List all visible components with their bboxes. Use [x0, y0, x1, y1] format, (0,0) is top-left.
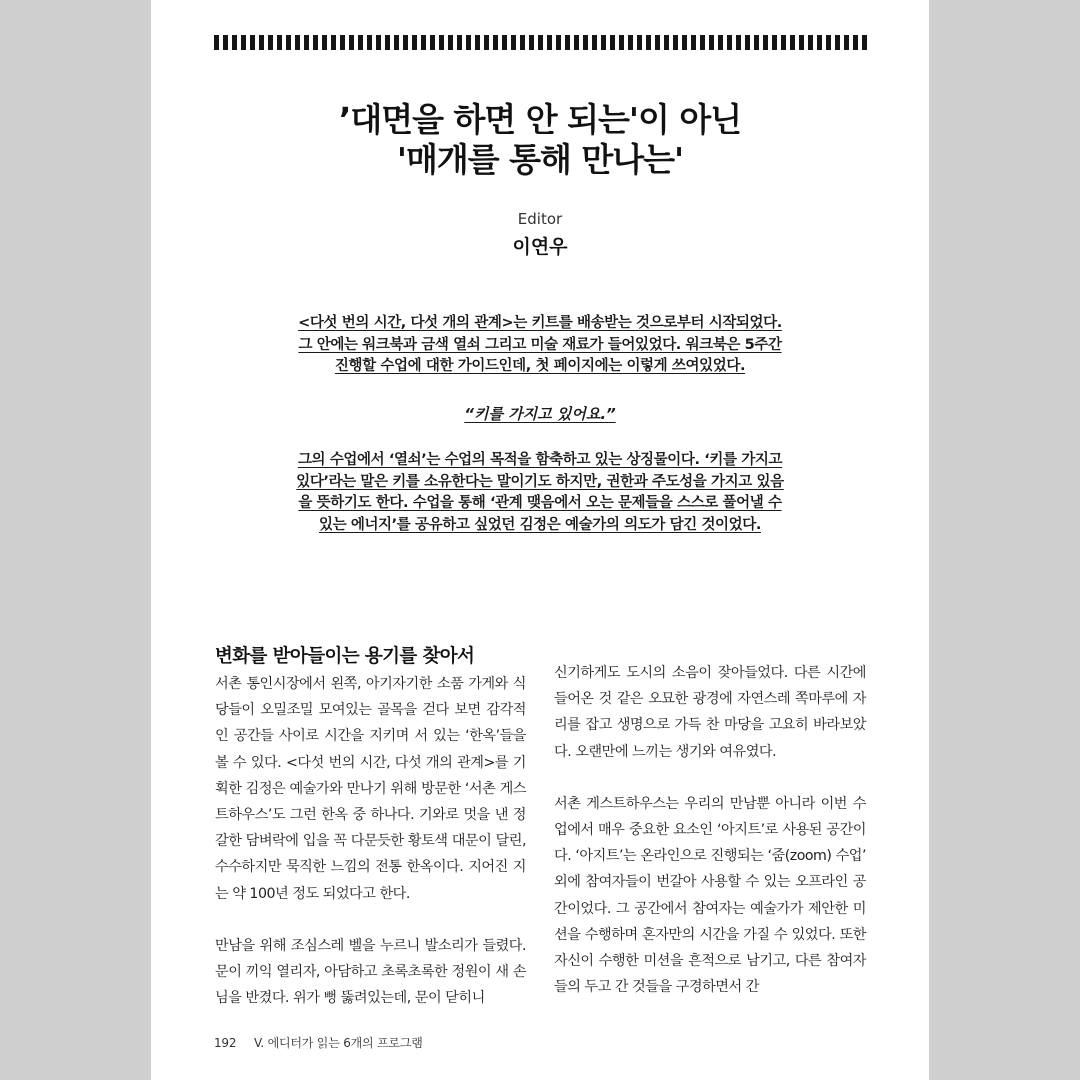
body-paragraph: 서촌 게스트하우스는 우리의 만남뿐 아니라 이번 수업에서 매우 중요한 요소인 ‘아지트’로 사용된 공간이다. ‘아지트’는 온라인으로 진행되는 ‘줌(zoom) 수업’ 외에 참여자들이 번갈아 사용할 수 있는 오프라인 공간이었다. 그 공간에서 참여자는 예술가가 제안한 미션을 수행하며 혼자만의 시간을 가질 수 있었다. 또한 자신이 수행한 미션을 흔적으로 남기고, 다른 참여자들의 두고 간 것들을 구경하면서 간 — [554, 795, 866, 996]
page-footer — [214, 1034, 423, 1051]
article-title — [151, 100, 929, 180]
intro-paragraph-2 — [266, 450, 814, 536]
intro-p2-line-3: 을 뜻하기도 한다. 수업을 통해 ‘관계 맺음에서 오는 문제들을 스스로 풀어낼 수 — [298, 495, 782, 511]
chapter-title: V. 에디터가 읽는 6개의 프로그램 — [253, 1036, 423, 1050]
decorative-dash-bar — [214, 35, 867, 50]
pull-quote: “키를 가지고 있어요.” — [464, 405, 616, 423]
editor-label: Editor — [517, 210, 563, 228]
title-line-2: '매개를 통해 만나는' — [396, 140, 684, 179]
intro-paragraph-1 — [266, 313, 814, 378]
intro-p2-line-4: 있는 에너지’를 공유하고 싶었던 김정은 예술가의 의도가 담긴 것이었다. — [318, 516, 761, 533]
section-heading: 변화를 받아들이는 용기를 찾아서 — [215, 646, 475, 667]
intro-p1-line-3: 진행할 수업에 대한 가이드인데, 첫 페이지에는 이렇게 쓰여있었다. — [334, 358, 746, 374]
body-column-left — [215, 643, 526, 1011]
paragraph-spacer — [554, 765, 866, 791]
body-paragraph: 신기하게도 도시의 소음이 잦아들었다. 다른 시간에 들어온 것 같은 오묘한 광경에 자연스레 쪽마루에 자리를 잡고 생명으로 가득 찬 마당을 고요히 바라보았다. 오랜만에 느끼는 생기와 여유였다. — [554, 665, 866, 760]
body-paragraph: 만남을 위해 조심스레 벨을 누르니 발소리가 들렸다. 문이 끼익 열리자, 아담하고 초록초록한 정원이 새 손님을 반겼다. 위가 뻥 뚫려있는데, 문이 닫히니 — [215, 937, 526, 1007]
editor-name: 이연우 — [512, 236, 568, 258]
intro-p2-line-1: 그의 수업에서 ‘열쇠’는 수업의 목적을 함축하고 있는 상징물이다. ‘키를 가지고 — [297, 452, 783, 468]
intro-p2-line-2: 있다’라는 말은 키를 소유한다는 말이기도 하지만, 권한과 주도성을 가지고 있음 — [296, 473, 784, 490]
intro-p1-line-2: 그 안에는 워크북과 금색 열쇠 그리고 미술 재료가 들어있었다. 워크북은 5주간 — [298, 336, 782, 353]
intro-p1-line-1: <다섯 번의 시간, 다섯 개의 관계>는 키트를 배송받는 것으로부터 시작되었다. — [298, 315, 782, 331]
title-line-1: ’대면을 하면 안 되는'이 아닌 — [338, 100, 742, 139]
page-number: 192 — [214, 1036, 237, 1050]
paragraph-spacer — [215, 907, 526, 933]
body-paragraph: 서촌 통인시장에서 왼쪽, 아기자기한 소품 가게와 식당들이 오밀조밀 모여있는 골목을 걷다 보면 감각적인 공간들 사이로 시간을 지키며 서 있는 ‘한옥’들을 볼 수 있다. <다섯 번의 시간, 다섯 개의 관계>를 기획한 김정은 예술가와 만나기 위해 방문한 ‘서촌 게스트하우스’도 그런 한옥 중 하나다. 기와로 멋을 낸 정갈한 담벼락에 입을 꼭 다문듯한 황토색 대문이 달린, 수수하지만 묵직한 느낌의 전통 한옥이다. 지어진 지는 약 100년 정도 되었다고 한다. — [215, 676, 526, 902]
document-page — [151, 0, 929, 1080]
body-column-right — [554, 660, 866, 1000]
